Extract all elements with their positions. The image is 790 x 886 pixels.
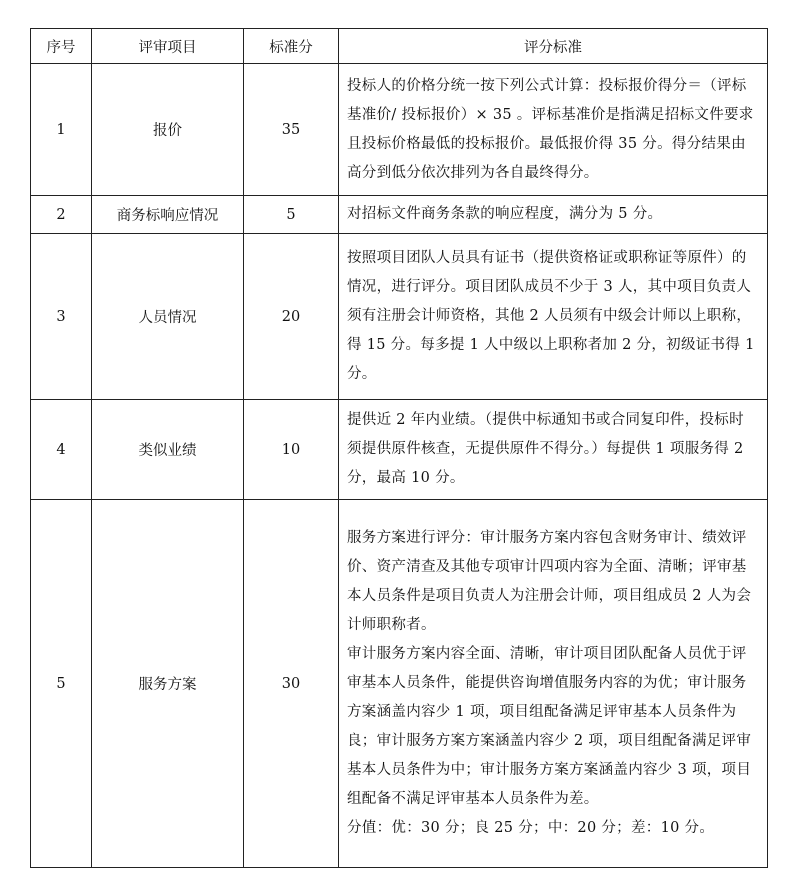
criteria-paragraph: 审计服务方案内容全面、清晰，审计项目团队配备人员优于评审基本人员条件，能提供咨询增值服务内容的为优；审计服务方案涵盖内容少 1 项，项目组配备满足评审基本人员条件为良；审计服务方案方案涵盖内容少 2 项，项目组配备满足评审基本人员条件为中；审计服务方案方案涵盖内容少 3 项，项目组配备不满足评审基本人员条件为差。 <box>347 646 752 807</box>
row-index: 2 <box>31 196 92 234</box>
scoring-table <box>30 28 768 868</box>
row-index: 3 <box>31 234 92 400</box>
criteria-paragraph: 服务方案进行评分：审计服务方案内容包含财务审计、绩效评价、资产清查及其他专项审计四项内容为全面、清晰；评审基本人员条件是项目负责人为注册会计师，项目组成员 2 人为会计师职称者。 <box>347 530 752 633</box>
header-item: 评审项目 <box>92 29 244 64</box>
row-index: 4 <box>31 400 92 500</box>
row-criteria <box>339 234 768 400</box>
header-index: 序号 <box>31 29 92 64</box>
table-row <box>31 400 768 500</box>
row-index: 1 <box>31 64 92 196</box>
table-row <box>31 234 768 400</box>
row-item: 人员情况 <box>92 234 244 400</box>
row-score: 30 <box>244 500 339 868</box>
row-item: 商务标响应情况 <box>92 196 244 234</box>
row-item: 报价 <box>92 64 244 196</box>
row-criteria <box>339 400 768 500</box>
row-index: 5 <box>31 500 92 868</box>
criteria-paragraph: 对招标文件商务条款的响应程度，满分为 5 分。 <box>347 206 663 222</box>
row-score: 5 <box>244 196 339 234</box>
row-item: 服务方案 <box>92 500 244 868</box>
row-score: 20 <box>244 234 339 400</box>
header-score: 标准分 <box>244 29 339 64</box>
criteria-paragraph: 按照项目团队人员具有证书（提供资格证或职称证等原件）的情况，进行评分。项目团队成员不少于 3 人，其中项目负责人须有注册会计师资格，其他 2 人员须有中级会计师以上职称，得 15 分。每多提 1 人中级以上职称者加 2 分，初级证书得 1 分。 <box>347 250 755 382</box>
row-criteria <box>339 196 768 234</box>
table-row <box>31 64 768 196</box>
table-row <box>31 500 768 868</box>
criteria-paragraph: 投标人的价格分统一按下列公式计算：投标报价得分＝（评标基准价/ 投标报价）× 35 。评标基准价是指满足招标文件要求且投标价格最低的投标报价。最低报价得 35 分。得分结果由高分到低分依次排列为各自最终得分。 <box>347 77 754 181</box>
row-score: 35 <box>244 64 339 196</box>
row-score: 10 <box>244 400 339 500</box>
table-header-row <box>31 29 768 64</box>
row-item: 类似业绩 <box>92 400 244 500</box>
row-criteria <box>339 64 768 196</box>
row-criteria <box>339 500 768 868</box>
header-criteria: 评分标准 <box>339 29 768 64</box>
criteria-paragraph: 提供近 2 年内业绩。（提供中标通知书或合同复印件，投标时须提供原件核查，无提供原件不得分。）每提供 1 项服务得 2 分，最高 10 分。 <box>347 412 744 486</box>
criteria-paragraph: 分值：优：30 分；良 25 分；中：20 分；差：10 分。 <box>347 820 715 836</box>
table-row <box>31 196 768 234</box>
